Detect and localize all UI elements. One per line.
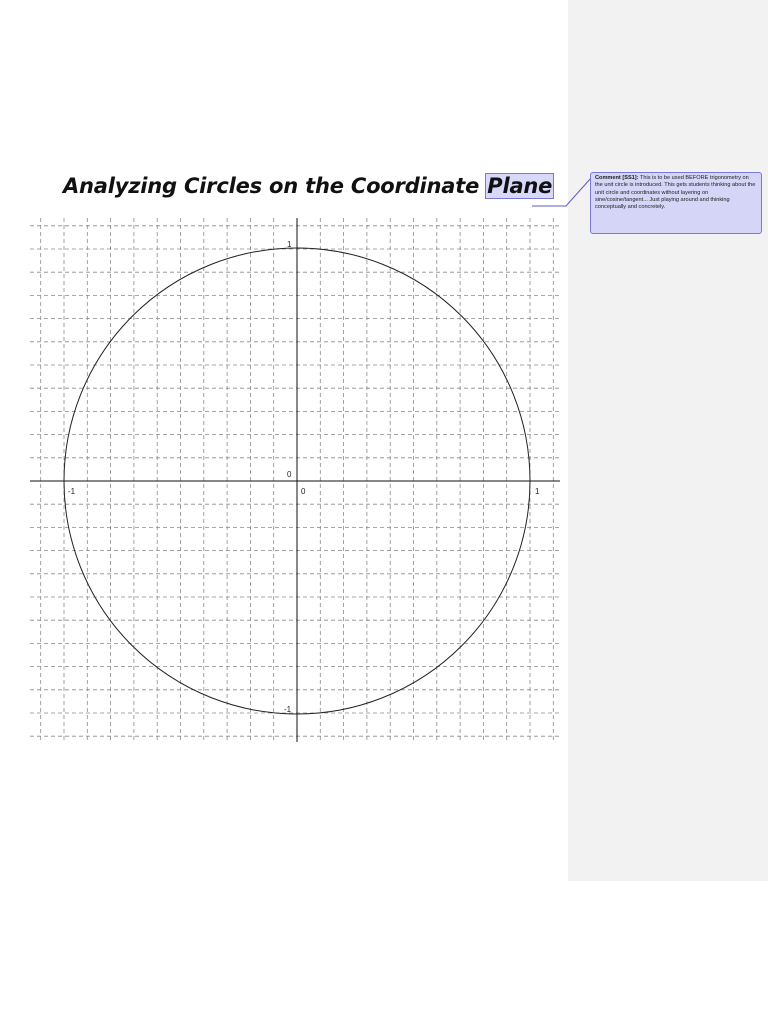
tick-label-y-zero: 0: [287, 470, 292, 479]
tick-label-x-zero: 0: [301, 487, 306, 496]
tick-label-x-min: -1: [68, 487, 76, 496]
grid-lines: [30, 218, 560, 742]
comment-pane: [568, 0, 768, 881]
title-text: Analyzing Circles on the Coordinate: [63, 174, 487, 198]
comment-text: This is to be used BEFORE trigonometry on the unit circle is introduced. This gets students thinking about the unit circle and coordinates without layering on sine/cosine/tangent... Just playing around and thinking conceptually and concretely.: [595, 175, 756, 211]
page-title: [63, 174, 553, 198]
comment-balloon[interactable]: [590, 172, 762, 234]
comment-highlight[interactable]: Plane: [487, 174, 553, 198]
comment-author: Comment [SS1]:: [595, 175, 639, 181]
tick-label-x-max: 1: [535, 487, 540, 496]
tick-label-y-max: 1: [287, 240, 292, 249]
tick-label-y-min: -1: [284, 705, 292, 714]
coordinate-graph: [30, 218, 560, 742]
